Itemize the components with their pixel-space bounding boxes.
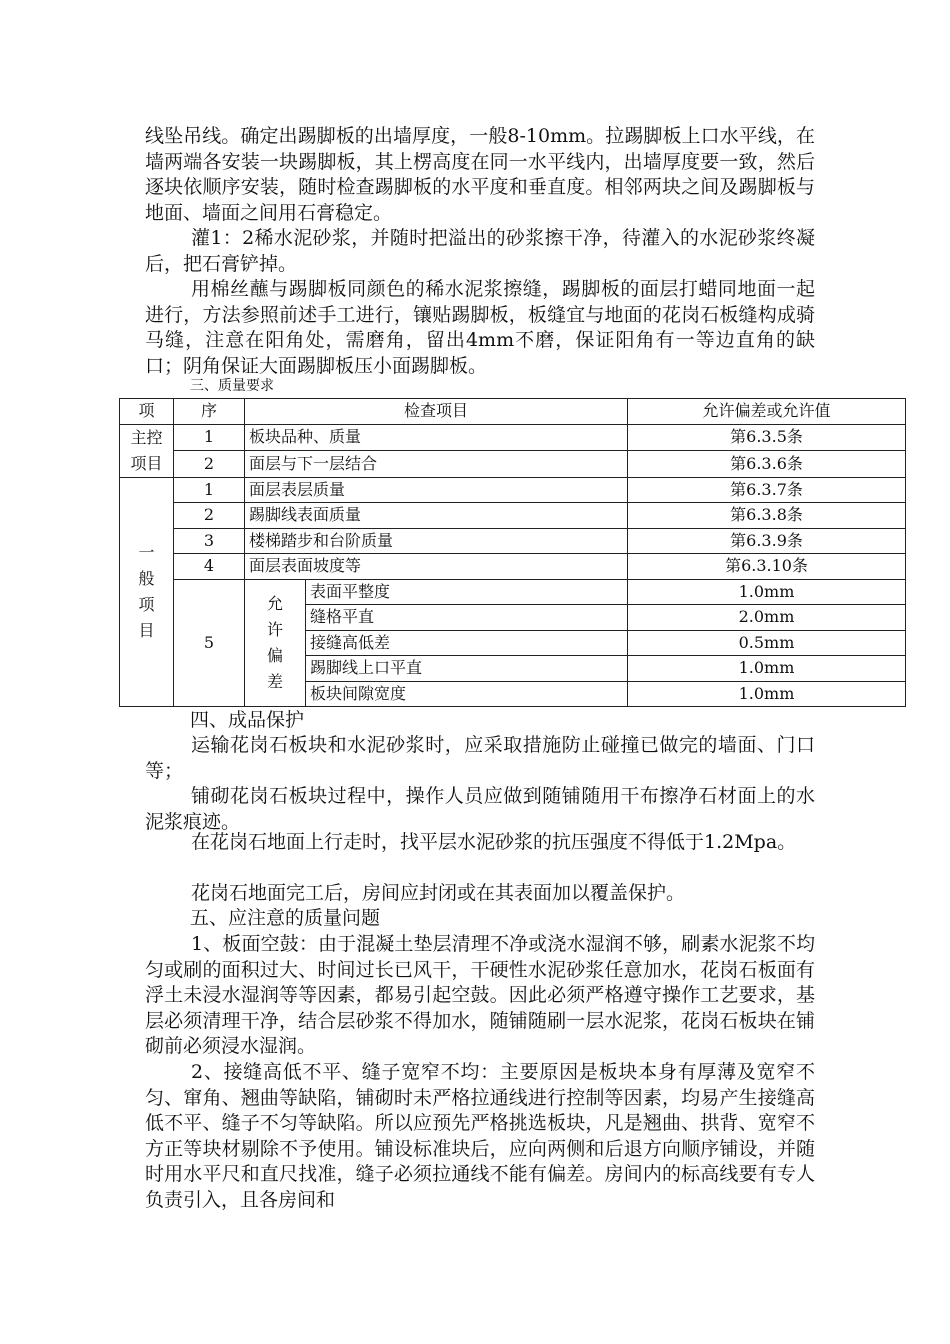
row-no: 3 <box>174 528 245 554</box>
row-item: 接缝高低差 <box>306 630 628 656</box>
table-row <box>120 554 906 580</box>
row-value: 2.0mm <box>628 605 906 631</box>
row-item: 板块间隙宽度 <box>306 681 628 707</box>
table-header-row <box>120 399 906 425</box>
table-row <box>120 451 906 478</box>
tolerance-no: 5 <box>174 579 245 707</box>
row-item: 表面平整度 <box>306 579 628 605</box>
row-item: 面层与下一层结合 <box>245 451 628 478</box>
section4-paragraph: 运输花岗石板块和水泥砂浆时，应采取措施防止碰撞已做完的墙面、门口等； <box>145 734 815 782</box>
row-item: 面层表层质量 <box>245 477 628 503</box>
section5-paragraph: 2、接缝高低不平、缝子宽窄不均：主要原因是板块本身有厚薄及宽窄不匀、窜角、翘曲等缺陷，铺砌时未严格拉通线进行控制等因素，均易产生接缝高低不平、缝子不匀等缺陷。所以应预先严格挑选板块，凡是翘曲、拱背、宽窄不方正等块材剔除不予使用。铺设标准块后，应向两侧和后退方向顺序铺设，并随时用水平尺和直尺找准，缝子必须拉通线不能有偏差。房间内的标高线要有专人负责引入，且各房间和 <box>145 1061 815 1211</box>
row-value: 1.0mm <box>628 656 906 682</box>
row-item: 踢脚线表面质量 <box>245 503 628 529</box>
row-value: 第6.3.8条 <box>628 503 906 529</box>
main-group-label: 主控项目 <box>120 424 174 477</box>
table-row <box>120 528 906 554</box>
row-value: 第6.3.6条 <box>628 451 906 478</box>
tolerance-label: 允许偏差 <box>245 579 306 707</box>
section4-paragraph: 铺砌花岗石板块过程中，操作人员应做到随铺随用干布擦净石材面上的水泥浆痕迹。 <box>145 785 815 833</box>
quality-table <box>119 398 906 707</box>
row-value: 0.5mm <box>628 630 906 656</box>
row-item: 板块品种、质量 <box>245 424 628 451</box>
header-no: 序 <box>174 399 245 425</box>
header-item: 检查项目 <box>245 399 628 425</box>
table-row <box>120 477 906 503</box>
row-no: 2 <box>174 451 245 478</box>
row-item: 楼梯踏步和台阶质量 <box>245 528 628 554</box>
row-value: 第6.3.7条 <box>628 477 906 503</box>
row-no: 2 <box>174 503 245 529</box>
row-value: 第6.3.10条 <box>628 554 906 580</box>
section4-paragraph: 在花岗石地面上行走时，找平层水泥砂浆的抗压强度不得低于1.2Mpa。 <box>191 831 797 853</box>
paragraph-grout: 灌1：2稀水泥砂浆，并随时把溢出的砂浆擦干净，待灌入的水泥砂浆终凝后，把石膏铲掉。 <box>145 227 815 275</box>
row-value: 1.0mm <box>628 681 906 707</box>
row-item: 缝格平直 <box>306 605 628 631</box>
header-value: 允许偏差或允许值 <box>628 399 906 425</box>
table-row <box>120 503 906 529</box>
row-no: 4 <box>174 554 245 580</box>
paragraph-skirting-install: 线坠吊线。确定出踢脚板的出墙厚度，一般8-10mm。拉踢脚板上口水平线，在墙两端各安装一块踢脚板，其上楞高度在同一水平线内，出墙厚度要一致，然后逐块依顺序安装，随时检查踢脚板的水平度和垂直度。相邻两块之间及踢脚板与地面、墙面之间用石膏稳定。 <box>145 125 815 224</box>
row-no: 1 <box>174 477 245 503</box>
header-group: 项 <box>120 399 174 425</box>
section4-heading: 四、成品保护 <box>190 709 305 731</box>
row-value: 1.0mm <box>628 579 906 605</box>
general-group-label: 一般项目 <box>120 477 174 707</box>
row-value: 第6.3.5条 <box>628 424 906 451</box>
row-value: 第6.3.9条 <box>628 528 906 554</box>
row-item: 面层表面坡度等 <box>245 554 628 580</box>
row-item: 踢脚线上口平直 <box>306 656 628 682</box>
section5-heading: 五、应注意的质量问题 <box>190 907 381 929</box>
quality-heading: 三、质量要求 <box>190 378 274 394</box>
section5-paragraph: 1、板面空鼓：由于混凝土垫层清理不净或浇水湿润不够，刷素水泥浆不均匀或刷的面积过大、时间过长已风干，干硬性水泥砂浆任意加水，花岗石板面有浮土未浸水湿润等等因素，都易引起空鼓。因此必须严格遵守操作工艺要求，基层必须清理干净，结合层砂浆不得加水，随铺随刷一层水泥浆，花岗石板块在铺砌前必须浸水湿润。 <box>145 933 815 1057</box>
table-row <box>120 424 906 451</box>
paragraph-joint-wipe: 用棉丝蘸与踢脚板同颜色的稀水泥浆擦缝，踢脚板的面层打蜡同地面一起进行，方法参照前述手工进行，镶贴踢脚板，板缝宜与地面的花岗石板缝构成骑马缝，注意在阳角处，需磨角，留出4mm不磨，保证阳角有一等边直角的缺口；阴角保证大面踢脚板压小面踢脚板。 <box>145 278 815 377</box>
row-no: 1 <box>174 424 245 451</box>
section4-paragraph: 花岗石地面完工后，房间应封闭或在其表面加以覆盖保护。 <box>191 882 686 904</box>
table-row <box>120 579 906 605</box>
